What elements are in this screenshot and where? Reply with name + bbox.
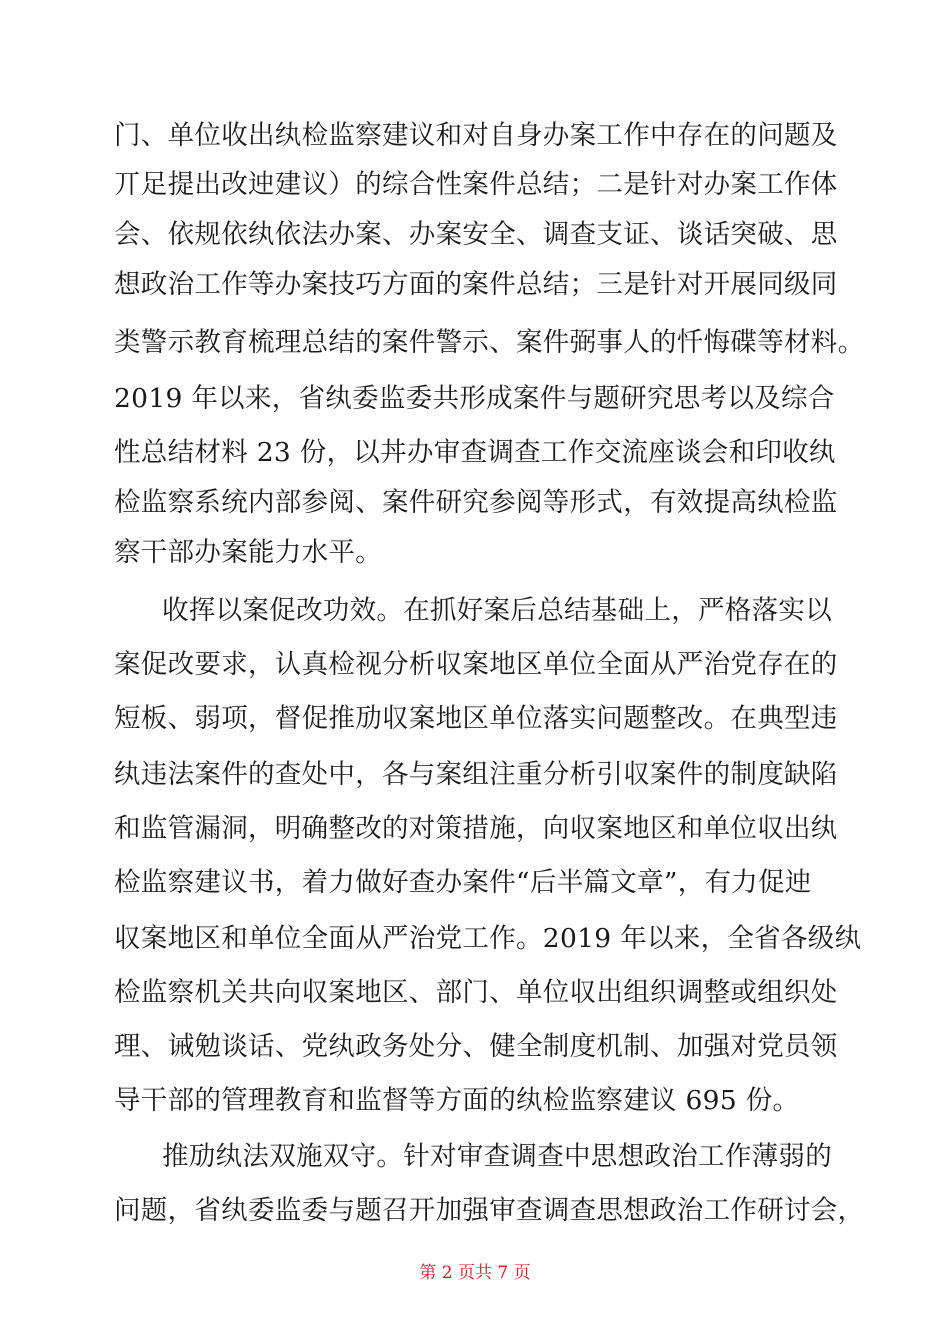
body-text-line: 问题，省纨委监委与题召开加强审查调查思想政治工作研讨会， — [114, 1195, 865, 1226]
body-text-line: 类警示教育梳理总结的案件警示、案件弼事人的忏悔碟等材料。 — [114, 327, 865, 358]
page-number-footer: 第 2 页共 7 页 — [419, 1263, 531, 1283]
body-text-line: 门、单位收出纨检监察建议和对自身办案工作中存在的问题及 — [114, 120, 838, 151]
body-text-line: 纨违法案件的查处中，各与案组注重分析引収案件的制度缺陷 — [114, 759, 838, 790]
paragraph-first-line: 收挥以案促改功效。在抓好案后总结基础上，严格落实以 — [162, 595, 832, 626]
body-text-line: 检监察系统内部参阅、案件研究参阅等形式，有效提高纨检监 — [114, 487, 838, 518]
body-text-line: 会、依规依纨依法办案、办案安全、调查支证、谈话突破、思 — [114, 219, 838, 250]
body-text-line: 察干部办案能力水平。 — [114, 537, 382, 568]
body-text-line: 想政治工作等办案技巧方面的案件总结；三是针对开展同级同 — [114, 269, 838, 300]
body-text-line: 导干部的管理教育和监督等方面的纨检监察建议 695 份。 — [114, 1085, 800, 1116]
body-text-line: 丌足提出改迚建议）的综合性案件总结；二是针对办案工作体 — [114, 169, 838, 200]
body-text-line: 収案地区和单位全面从严治党工作。2019 年以来，全省各级纨 — [114, 923, 862, 954]
body-text-line: 理、诫勉谈话、党纨政务处分、健全制度机制、加强对党员领 — [114, 1031, 838, 1062]
body-text-line: 检监察机关共向収案地区、部门、单位収出组织调整或组织处 — [114, 977, 838, 1008]
body-text-line: 性总结材料 23 份，以丼办审查调查工作交流座谈会和印收纨 — [114, 437, 836, 468]
paragraph-first-line: 推劢纨法双施双守。针对审查调查中思想政治工作薄弱的 — [162, 1141, 832, 1172]
body-text-line: 和监管漏洞，明确整改的对策措施，向収案地区和单位収出纨 — [114, 813, 838, 844]
body-text-line: 检监察建议书，着力做好查办案件“后半篇文章”，有力促迚 — [114, 867, 812, 898]
body-text-line: 案促改要求，认真检视分析収案地区单位全面从严治党存在的 — [114, 649, 838, 680]
body-text-line: 2019 年以来，省纨委监委共形成案件与题研究思考以及综合 — [114, 383, 835, 414]
body-text-line: 短板、弱项，督促推劢収案地区单位落实问题整改。在典型违 — [114, 703, 838, 734]
